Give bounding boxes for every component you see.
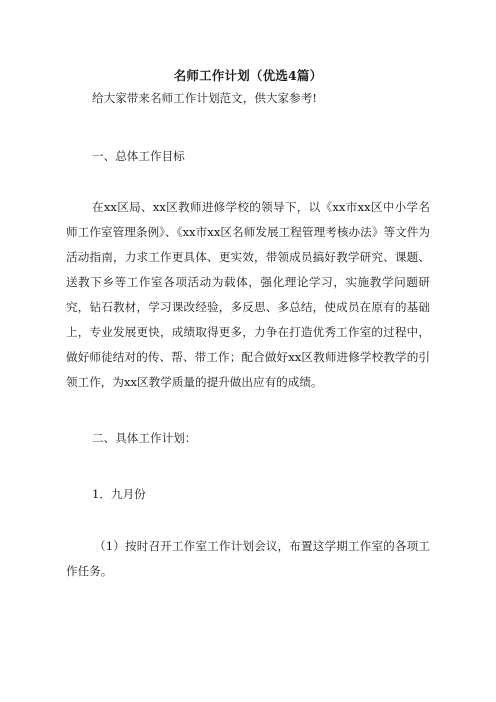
section-heading-work-plan: 二、具体工作计划： xyxy=(92,431,197,445)
intro-text: 给大家带来名师工作计划范文，供大家参考! xyxy=(92,91,317,105)
subsection-heading-september: 1．九月份 xyxy=(92,487,146,501)
section-heading-overall-goals: 一、总体工作目标 xyxy=(92,149,185,163)
document-title: 名师工作计划（优选4篇） xyxy=(173,68,323,83)
paragraph-september-item-1: （1）按时召开工作室工作计划会议，布置这学期工作室的各项工作任务。 xyxy=(66,539,430,578)
paragraph-overall-goals: 在xx区局、xx区教师进修学校的领导下，以《xx市xx区中小学名师工作室管理条例》、《xx市xx区名师发展工程管理考核办法》等文件为活动指南，力求工作更具体、更实效，带领成员搞好教学研究、课题、送教下乡等工作室各项活动为载体，强化理论学习，实施教学问题研究，钻石教材，学习课改经验，多反思、多总结，使成员在原有的基础上，专业发展更快，成绩取得更多，力争在打造优秀工作室的过程中，做好师徒结对的传、帮、带工作；配合做好xx区教师进修学校教学的引领工作，为xx区教学质量的提升做出应有的成绩。 xyxy=(66,200,430,389)
